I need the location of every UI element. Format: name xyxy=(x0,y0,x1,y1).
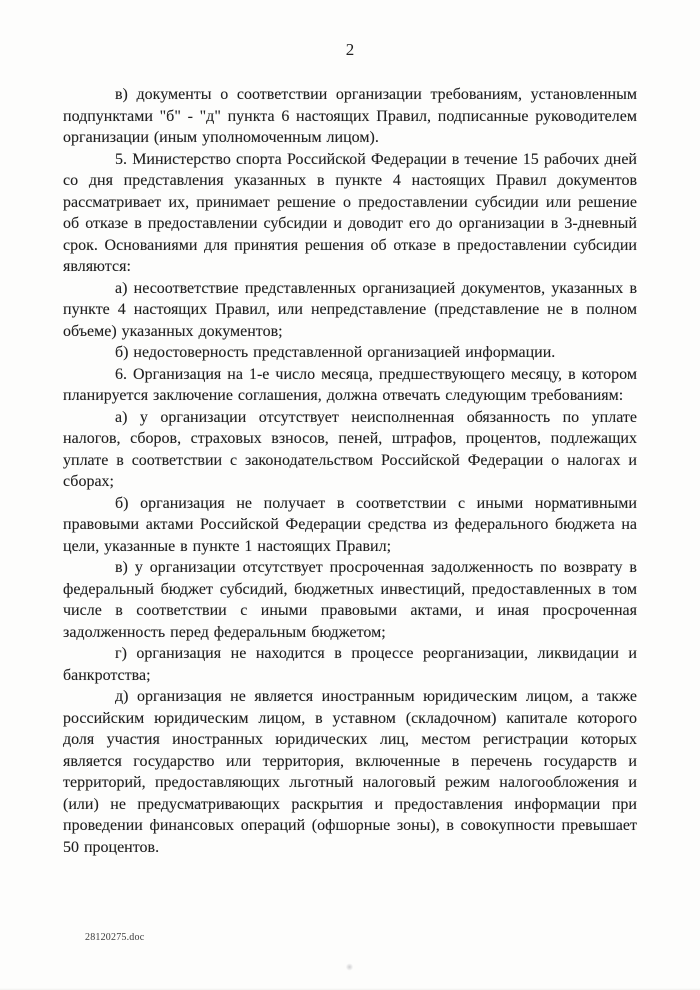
paragraph: в) документы о соответствии организации требованиям, установленным подпунктами "б" - "д" пункта 6 настоящих Правил, подписанные руководителем организации (иным уполномоченным лицом). xyxy=(63,86,637,146)
paragraph: 5. Министерство спорта Российской Федерации в течение 15 рабочих дней со дня представления указанных в пункте 4 настоящих Правил документов рассматривает их, принимает решение о предоставлении субсидии или решение об отказе в предоставлении субсидии и доводит его до организации в 3-дневный срок. Основаниями для принятия решения об отказе в предоставлении субсидии являются: xyxy=(63,150,637,275)
scan-artifact xyxy=(346,963,353,971)
document-body xyxy=(63,84,637,858)
paragraph: а) у организации отсутствует неисполненная обязанность по уплате налогов, сборов, страховых взносов, пеней, штрафов, процентов, подлежащих уплате в соответствии с законодательством Российской Федерации о налогах и сборах; xyxy=(63,408,637,490)
paragraph: б) недостоверность представленной организацией информации. xyxy=(115,344,556,361)
footer-filename: 28120275.doc xyxy=(85,932,145,943)
paragraph: д) организация не является иностранным юридическим лицом, а также российским юридическим лицом, в уставном (складочном) капитале которого доля участия иностранных юридических лиц, местом регистрации которых является государство или территория, включенные в перечень государств и территорий, предоставляющих льготный налоговый режим налогообложения и (или) не предусматривающих раскрытия и предоставления информации при проведении финансовых операций (офшорные зоны), в совокупности превышает 50 процентов. xyxy=(63,688,637,856)
paragraph: 6. Организация на 1-е число месяца, предшествующего месяцу, в котором планируется заключение соглашения, должна отвечать следующим требованиям: xyxy=(63,365,637,404)
page-number: 2 xyxy=(345,40,355,59)
paragraph: в) у организации отсутствует просроченная задолженность по возврату в федеральный бюджет субсидий, бюджетных инвестиций, предоставленных в том числе в соответствии с иными правовыми актами, и иная просроченная задолженность перед федеральным бюджетом; xyxy=(63,559,637,641)
paragraph: а) несоответствие представленных организацией документов, указанных в пункте 4 настоящих Правил, или непредставление (представление не в полном объеме) указанных документов; xyxy=(63,279,637,340)
paragraph: г) организация не находится в процессе реорганизации, ликвидации и банкротства; xyxy=(63,645,637,684)
paragraph: б) организация не получает в соответствии с иными нормативными правовыми актами Российской Федерации средства из федерального бюджета на цели, указанные в пункте 1 настоящих Правил; xyxy=(63,494,637,555)
